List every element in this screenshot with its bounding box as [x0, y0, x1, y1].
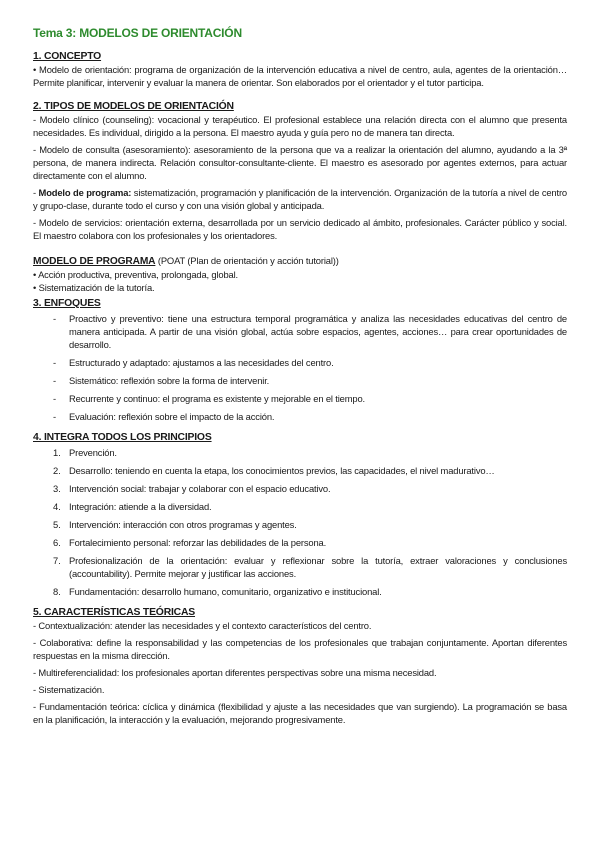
list-item: 2. Desarrollo: teniendo en cuenta la etapa, los conocimientos previos, las capacidades, el nivel madurativo… — [53, 465, 495, 476]
list-item: 8. Fundamentación: desarrollo humano, comunitario, organizativo e institucional. — [53, 586, 382, 597]
list-item: 7. Profesionalización de la orientación: evaluar y reflexionar sobre la tutoría, extraer valoraciones y conclusiones (accountability). Permite mejorar y justificar las acciones. — [53, 555, 567, 579]
section-heading-enfoques: 3. ENFOQUES — [33, 298, 101, 309]
section-heading-principios: 4. INTEGRA TODOS LOS PRINCIPIOS — [33, 432, 212, 443]
list-item: - Estructurado y adaptado: ajustamos a las necesidades del centro. — [53, 357, 334, 368]
dash-marker: - — [53, 375, 56, 386]
list-item: 1. Prevención. — [53, 447, 117, 458]
concepto-text: • Modelo de orientación: programa de organización de la intervención educativa a nivel de centro, aula, agentes de la orientación… Permite planificar, intervenir y evaluar la manera de orientar. Son elaborados por el orientador y el tutor participa. — [33, 64, 567, 88]
enfoques-list — [33, 312, 567, 423]
document-title: Tema 3: MODELOS DE ORIENTACIÓN — [33, 26, 242, 40]
modelo-programa-bullet-1: • Acción productiva, preventiva, prolongada, global. — [33, 269, 238, 280]
programa-description: sistematización, programación y planificación de la intervención. Organización de la tutoría a nivel de centro y grupo-clase, durante todo el curso y con una visión global y anticipada. — [33, 187, 567, 211]
section-heading-tipos: 2. TIPOS DE MODELOS DE ORIENTACIÓN — [33, 101, 234, 112]
dash-marker: - — [53, 393, 56, 404]
modelo-programa-bullet-2: • Sistematización de la tutoría. — [33, 282, 155, 293]
document-page — [33, 26, 567, 726]
programa-bold-label: Modelo de programa: — [38, 187, 132, 198]
modelo-programa-heading: MODELO DE PROGRAMA — [33, 256, 156, 267]
list-item: 4. Integración: atiende a la diversidad. — [53, 501, 212, 512]
caracteristica-colaborativa: - Colaborativa: define la responsabilidad y las competencias de los profesionales que trabajan conjuntamente. Aportan diferentes respuestas en la misma dirección. — [33, 637, 567, 661]
list-item: - Sistemático: reflexión sobre la forma de intervenir. — [53, 375, 270, 386]
caracteristica-multireferencialidad: - Multireferencialidad: los profesionales aportan diferentes perspectivas sobre una misma necesidad. — [33, 667, 437, 678]
tipos-paragraph-programa — [33, 186, 567, 212]
tipos-paragraph-clinico: - Modelo clínico (counseling): vocacional y terapéutico. El profesional establece una relación directa con el alumno que presenta necesidades. Es individual, dirigido a la persona. El maestro ayuda y guía pero no de manera tan directa. — [33, 114, 567, 138]
tipos-paragraph-consulta: - Modelo de consulta (asesoramiento): asesoramiento de la persona que va a realizar la orientación del alumno, ayudando a la 3ª persona, de manera indirecta. Relación consultor-consultante-cliente. El maestro es asesorado por agentes externos, para actuar directamente con el alumno. — [33, 144, 567, 181]
caracteristica-fundamentacion: - Fundamentación teórica: cíclica y dinámica (flexibilidad y ajuste a las necesidades que van surgiendo). La programación se basa en la planificación, la interacción y la evaluación, mejorando progresivamente. — [33, 701, 567, 725]
list-item: - Proactivo y preventivo: tiene una estructura temporal programática y analiza las necesidades educativas del centro de manera anticipada. A partir de una visión global, actúa sobre espacios, agentes, acciones… para crear oportunidades de desarrollo. — [53, 313, 567, 350]
list-item: 3. Intervención social: trabajar y colaborar con el espacio educativo. — [53, 483, 331, 494]
list-item: - Recurrente y continuo: el programa es existente y mejorable en el tiempo. — [53, 393, 365, 404]
section-heading-caracteristicas: 5. CARACTERÍSTICAS TEÓRICAS — [33, 607, 196, 618]
dash-marker: - — [53, 313, 56, 324]
programa-prefix: - — [33, 187, 39, 198]
section-heading-concepto: 1. CONCEPTO — [33, 51, 102, 62]
principios-list — [33, 446, 567, 598]
caracteristica-contextualizacion: - Contextualización: atender las necesidades y el contexto característicos del centro. — [33, 620, 372, 631]
caracteristica-sistematizacion: - Sistematización. — [33, 684, 105, 695]
dash-marker: - — [53, 357, 56, 368]
modelo-programa-subtitle: (POAT (Plan de orientación y acción tutorial)) — [155, 255, 339, 266]
list-item: 5. Intervención: interacción con otros programas y agentes. — [53, 519, 297, 530]
modelo-programa-heading-line — [33, 254, 567, 268]
tipos-paragraph-servicios: - Modelo de servicios: orientación externa, desarrollada por un servicio dedicado al ámbito, profesionales. Carácter público y social. El maestro colabora con los profesionales y los orientadores. — [33, 217, 567, 241]
list-item: 6. Fortalecimiento personal: reforzar las debilidades de la persona. — [53, 537, 327, 548]
dash-marker: - — [53, 411, 56, 422]
list-item: - Evaluación: reflexión sobre el impacto de la acción. — [53, 411, 275, 422]
